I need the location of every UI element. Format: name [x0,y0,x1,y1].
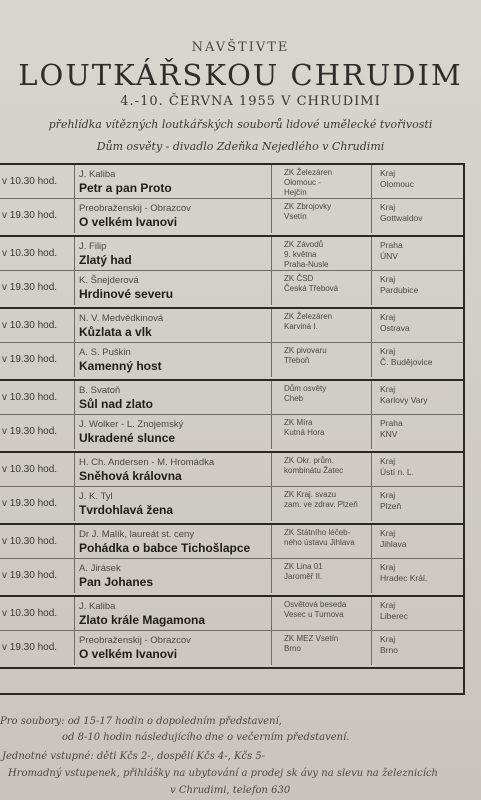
play-author: Dr J. Malík, laureát st. ceny [79,529,195,540]
play-author: J. Wolker - L. Znojemský [79,419,184,430]
performance-time: v 10.30 hod. [2,320,58,331]
play-title: Hrdinové severu [79,287,174,301]
play-cell [74,631,270,665]
schedule-table [0,163,465,695]
region-name: Kraj Olomouc [371,165,463,199]
schedule-row [0,309,463,343]
play-cell [74,237,270,271]
ensemble-name: Osvětová beseda Vesec u Turnova [271,597,370,631]
festival-dates: 4.-10. ČERVNA 1955 V CHRUDIMI [120,94,381,109]
performance-time: v 10.30 hod. [2,464,58,475]
play-title: Ukradené slunce [79,431,176,445]
play-cell [74,453,270,487]
schedule-row [0,559,463,597]
ensemble-name: ZK Okr. prům. kombinátu Žatec [271,453,370,487]
play-title: O velkém Ivanovi [79,215,178,229]
schedule-row [0,487,463,525]
footer-line-5: v Chrudimi, telefon 630 [170,785,291,796]
performance-time: v 19.30 hod. [2,354,58,365]
schedule-row [0,165,463,199]
play-author: A. S. Puškin [79,347,131,358]
performance-time: v 10.30 hod. [2,248,58,259]
play-cell [74,343,270,377]
footer-line-2: od 8-10 hodin následujícího dne o večerním představení. [62,732,350,743]
performance-time: v 19.30 hod. [2,210,58,221]
play-title: Zlato krále Magamona [79,613,206,627]
schedule-row [0,199,463,237]
ensemble-name: ZK Míra Kutná Hora [271,415,370,449]
region-name: Kraj Karlovy Vary [371,381,463,415]
play-author: Preobraženskij - Obrazcov [79,203,191,214]
play-author: J. Kaliba [79,601,116,612]
play-title: Sněhová královna [79,469,182,483]
region-name: Kraj Ústí n. L. [371,453,463,487]
play-title: Petr a pan Proto [79,181,172,195]
schedule-row [0,597,463,631]
play-author: J. Filip [79,241,107,252]
performance-time: v 10.30 hod. [2,536,58,547]
play-title: Kůzlata a vlk [79,325,152,339]
performance-time: v 19.30 hod. [2,642,58,653]
region-name: Kraj Jihlava [371,525,463,559]
performance-time: v 19.30 hod. [2,282,58,293]
performance-time: v 19.30 hod. [2,426,58,437]
footer-line-1: Pro soubory: od 15-17 hodin o dopoledním představení, [0,716,282,727]
ensemble-name: ZK Kraj. svazu zam. ve zdrav. Plzeň [271,487,370,521]
play-title: O velkém Ivanovi [79,647,178,661]
play-title: Kamenný host [79,359,162,373]
region-name: Kraj Č. Budějovice [371,343,463,377]
venue-line: Dům osvěty - divadlo Zdeňka Nejedlého v Chrudimi [96,140,385,153]
play-title: Zlatý had [79,253,132,267]
play-author: B. Svatoň [79,385,121,396]
play-author: Preobraženskij - Obrazcov [79,635,191,646]
ensemble-name: ZK Železáren Olomouc - Hejčín [271,165,370,199]
play-cell [74,559,270,593]
poster-title: LOUTKÁŘSKOU CHRUDIM [18,58,463,92]
schedule-row [0,381,463,415]
schedule-row [0,271,463,309]
play-cell [74,597,270,631]
play-title: Pan Johanes [79,575,154,589]
poster-subtitle: přehlídka vítězných loutkářských souborů lidové umělecké tvořivosti [48,118,433,131]
performance-time: v 10.30 hod. [2,176,58,187]
schedule-row [0,525,463,559]
region-name: Kraj Gottwaldov [371,199,463,233]
ensemble-name: ZK pivovaru Třeboň [271,343,370,377]
region-name: Kraj Pardubice [371,271,463,305]
play-cell [74,199,270,233]
ensemble-name: ZK Zbrojovky Vsetín [271,199,370,233]
play-author: H. Ch. Andersen - M. Hromádka [79,457,215,468]
play-author: A. Jirásek [79,563,121,574]
schedule-row [0,237,463,271]
ensemble-name: ZK Lina 01 Jaroměř II. [271,559,370,593]
play-cell [74,525,270,559]
play-author: N. V. Medvědkinová [79,313,164,324]
ensemble-name: ZK Státního léčeb- ného ústavu Jihlava [271,525,370,559]
play-author: K. Šnejderová [79,275,139,286]
ensemble-name: ZK Závodů 9. května Praha-Nusle [271,237,370,271]
play-cell [74,165,270,199]
play-title: Pohádka o babce Tichošlapce [79,541,251,555]
region-name: Kraj Plzeň [371,487,463,521]
performance-time: v 10.30 hod. [2,608,58,619]
region-name: Praha KNV [371,415,463,449]
play-cell [74,271,270,305]
performance-time: v 19.30 hod. [2,498,58,509]
play-title: Tvrdohlavá žena [79,503,174,517]
schedule-row [0,343,463,381]
region-name: Kraj Liberec [371,597,463,631]
region-name: Kraj Hradec Král. [371,559,463,593]
play-title: Sůl nad zlato [79,397,154,411]
schedule-row [0,453,463,487]
ensemble-name: ZK Železáren Karviná I. [271,309,370,343]
region-name: Praha ÚNV [371,237,463,271]
play-cell [74,415,270,449]
play-cell [74,381,270,415]
play-author: J. Kaliba [79,169,116,180]
performance-time: v 10.30 hod. [2,392,58,403]
play-author: J. K. Tyl [79,491,113,502]
footer-line-4: Hromadný vstupenek, přihlášky na ubytování a prodej sk ávy na slevu na železnicích [8,768,438,779]
header-visit: NAVŠTIVTE [191,40,290,55]
ensemble-name: ZK ČSD Česká Třebová [271,271,370,305]
performance-time: v 19.30 hod. [2,570,58,581]
schedule-row [0,415,463,453]
ensemble-name: ZK MEZ Vsetín Brno [271,631,370,665]
region-name: Kraj Brno [371,631,463,665]
region-name: Kraj Ostrava [371,309,463,343]
schedule-row [0,631,463,669]
ensemble-name: Dům osvěty Cheb [271,381,370,415]
footer-line-3: Jednotné vstupné: děti Kčs 2-, dospělí Kčs 4-, Kčs 5- [2,751,266,762]
play-cell [74,309,270,343]
play-cell [74,487,270,521]
